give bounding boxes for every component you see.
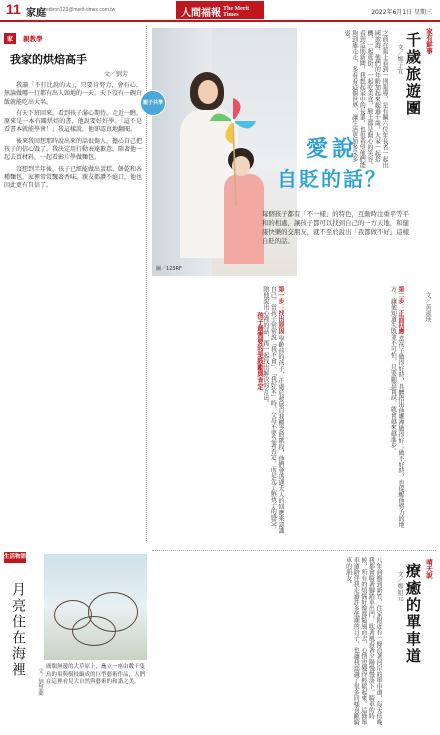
logo-english: The Merit Times bbox=[223, 6, 250, 18]
feature-body-text: 學齡前的孩子，正處於發展自我概念的階段，他們會透過大人的回應來認識自己。當孩子常常說「我不會」、「我好笨」時，父母不要急著否定，而是先了解孩子的感受，陪他說出心裡的話，再一起找出解決的方法。 bbox=[261, 286, 284, 534]
article-paragraph: 我讀「不打比說的大」，只要肯努力，會有心，無論做哪一行都有出人頭地的一天。天下沒有一碗白飯就能吃出大名。 bbox=[4, 82, 143, 106]
article-paragraph: 沒想到半年後，孩子已經能做出蛋糕、餅乾和各種麵包，家裡常常飄著香味，親友都讚不絕口，他也因此更有自信了。 bbox=[4, 165, 143, 190]
essay-label: 家有鮮事 bbox=[425, 28, 433, 54]
feature-body-right bbox=[294, 286, 404, 534]
essay-title: 千歲旅遊團 bbox=[404, 32, 422, 117]
book-image bbox=[44, 554, 147, 660]
book-author: 文／劉慧蘭 bbox=[37, 668, 43, 696]
book-caption: 廣闊無邊的大草原上，矗立一座由數千隻鳥的巢與樹枝編成的巨型藝術作品，人們在這裡看見大自然與藝術的和諧之美。 bbox=[46, 664, 146, 686]
feature-badge: 親子共學 bbox=[140, 90, 166, 116]
page-number: 11 bbox=[6, 1, 21, 17]
article-title: 我家的烘焙高手 bbox=[10, 53, 87, 66]
article-author: 文／劉芳 bbox=[104, 71, 129, 78]
feature-body bbox=[152, 282, 436, 538]
left-column-article bbox=[4, 26, 147, 541]
article-paragraph: 有天下班回來，看到孩子滿心期待，走近一瞧，原來是一本有關烘焙的書，他說要好好學。「這不是看書本就能學會！」我這樣說，他卻認真地翻閱。 bbox=[4, 109, 143, 134]
site-url: ediron123@merit-times.com.tw bbox=[46, 7, 116, 13]
book-title: 月亮住在海裡 bbox=[10, 582, 26, 678]
page-header bbox=[0, 0, 440, 22]
newspaper-logo bbox=[176, 1, 264, 19]
book-tag: 生活物語 bbox=[4, 552, 26, 563]
essay-author: 文／鄭子宜 bbox=[396, 44, 403, 74]
logo-chinese: 人間福報 bbox=[181, 8, 221, 19]
essay-author: 文／鄭如元 bbox=[396, 571, 403, 601]
section-name: 家庭 bbox=[26, 8, 46, 19]
essay-body: 八年前搬到新竹，住家附近有一條沿著河岸的單車道，每天傍晚我都會騎著腳踏車出門，吹著風看著夕陽慢慢落下。騎車的時候，所有的煩惱好像都隨風而去，心情也變得輕鬆起來。這條單車道陪伴我走過許多低潮的日子，也讓我認識了很多同樣喜歡騎車的朋友。 bbox=[344, 557, 382, 725]
feature-title-line2: 自貶的話？ bbox=[277, 167, 387, 191]
issue-date: 2022年6月1日 星期三 bbox=[371, 9, 432, 16]
feature-body-text: 當孩子做得好時，具體指出他哪裡做得好；做不好時，也提醒他努力的地方，讓他知道失敗並不可怕，只要願意嘗試，就會越來越進步。 bbox=[389, 286, 404, 528]
feature-intro: 每個孩子都有「不一樣」的特色，互動時注重平等平和的相處，讓孩子都可以找到自己的一方天地，和健康快樂的交朋友，就不至於說出「我都做不好」這樣自貶的話。 bbox=[262, 210, 409, 245]
feature-author: 文／黃淑瑛 bbox=[424, 292, 431, 322]
feature-title bbox=[232, 132, 432, 192]
article-paragraph: 後來我回想那時說出來的話很傷人，擔心自己把孩子的信心毀了。我決定用行動表達歉意，陪著他一起去買材料，一起看影片學做麵包。 bbox=[4, 137, 143, 162]
essay-title: 療癒的單車道 bbox=[404, 563, 422, 665]
column-tag-label: 親教學 bbox=[23, 35, 43, 43]
essay-label: 晴天說 bbox=[425, 559, 433, 579]
nest-sculpture bbox=[72, 616, 116, 646]
essay-body: 之前在報上看到一則報導，是有關六位年長者一起出國旅遊，他們的年齡加起來超過千歲，大家一起搭機、一起逛街、一起吃美食，臉上都是開心的笑容。看到這則新聞，我想起家中的長輩，也很希望他們能夠到處走走，多看看這個世界，讓生活更加多采多姿。 bbox=[343, 30, 388, 168]
pull-quote: 孩子最需要的是鼓勵與肯定 bbox=[256, 312, 264, 390]
sub-heading: 第一步：找出原因 bbox=[277, 286, 284, 334]
feature-title-line1: 愛說 bbox=[305, 137, 358, 162]
photo-caption: 圖／123RF bbox=[156, 266, 182, 272]
book-feature bbox=[4, 552, 147, 730]
essay-bottom bbox=[152, 550, 436, 730]
sub-heading: 第二步：正面回應 bbox=[397, 286, 404, 334]
column-tag: 家 bbox=[4, 33, 16, 44]
